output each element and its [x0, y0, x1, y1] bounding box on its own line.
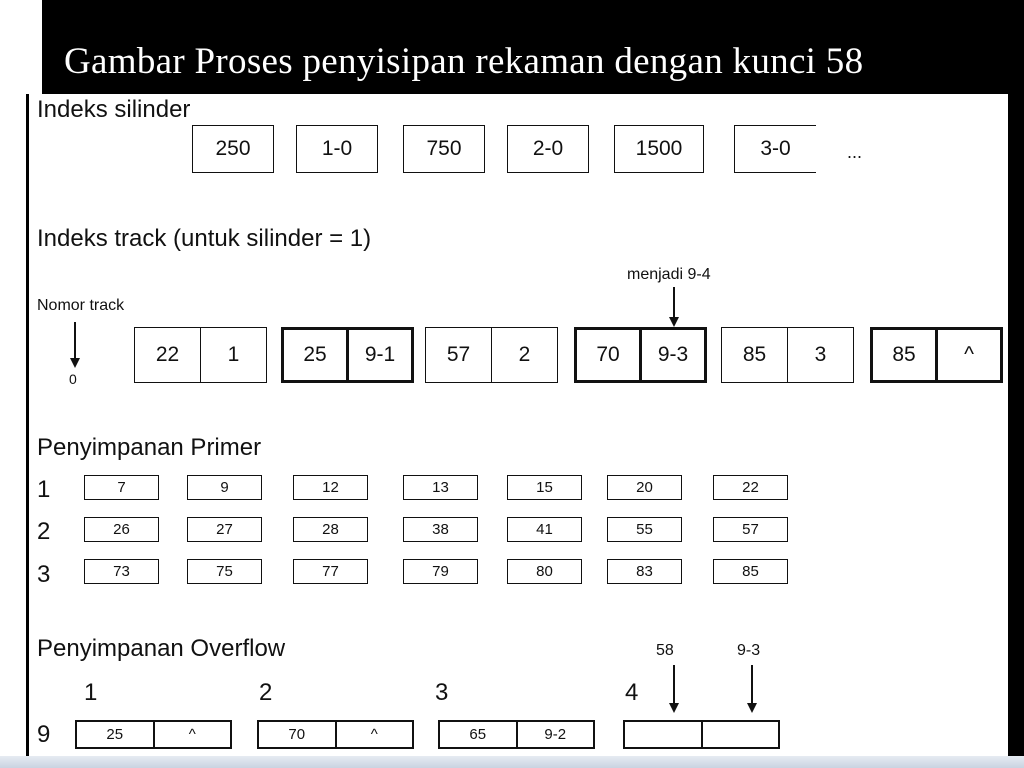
cylinder-box: 750	[403, 125, 485, 173]
track-key: 22	[155, 343, 180, 366]
track-index-heading: Indeks track (untuk silinder = 1)	[37, 225, 372, 252]
primary-record: 55	[607, 517, 682, 542]
primary-record: 26	[84, 517, 159, 542]
cylinder-box: 2-0	[507, 125, 589, 173]
primary-record: 28	[293, 517, 368, 542]
overflow-key: 25	[106, 726, 124, 743]
track-key: 70	[596, 343, 620, 366]
cylinder-box: 250	[192, 125, 274, 173]
overflow-key: 65	[469, 726, 487, 743]
overflow-column-label: 4	[625, 679, 639, 706]
primary-record: 38	[403, 517, 478, 542]
overflow-column-label: 1	[84, 679, 98, 706]
cylinder-box: 3-0	[734, 125, 816, 173]
track-pointer: 9-3	[639, 330, 704, 380]
overflow-track-label: 9	[37, 721, 51, 748]
track-pointer: 2	[491, 328, 557, 382]
track-pointer: 3	[787, 328, 853, 382]
primary-record: 20	[607, 475, 682, 500]
track-pointer: 1	[200, 328, 266, 382]
arrows-layer	[29, 94, 1011, 756]
incoming-key-label: 58	[656, 642, 674, 659]
primary-record: 83	[607, 559, 682, 584]
overflow-column-label: 3	[435, 679, 449, 706]
track-pointer: 9-1	[346, 330, 411, 380]
primary-record: 9	[187, 475, 262, 500]
primary-record: 12	[293, 475, 368, 500]
primary-record: 41	[507, 517, 582, 542]
primary-record: 57	[713, 517, 788, 542]
track-zero-label: 0	[69, 371, 77, 387]
track-number-label: Nomor track	[37, 297, 125, 314]
primary-record: 80	[507, 559, 582, 584]
track-key: 85	[892, 343, 916, 366]
primary-record: 15	[507, 475, 582, 500]
primary-row-label: 2	[37, 518, 51, 545]
cylinder-ellipsis: ...	[847, 142, 863, 162]
slide-title: Gambar Proses penyisipan rekaman dengan kunci 58	[64, 41, 864, 82]
incoming-pointer-label: 9-3	[737, 642, 761, 659]
primary-record: 79	[403, 559, 478, 584]
primary-record: 27	[187, 517, 262, 542]
cylinder-box: 1-0	[296, 125, 378, 173]
overflow-key: 70	[288, 726, 306, 743]
cylinder-index-heading: Indeks silinder	[37, 96, 191, 123]
overflow-pointer: 9-2	[516, 722, 594, 747]
overflow-column-label: 2	[259, 679, 273, 706]
overflow-pointer: ^	[335, 722, 413, 747]
primary-record: 75	[187, 559, 262, 584]
primary-row-label: 1	[37, 476, 51, 503]
bottom-strip	[0, 756, 1024, 768]
overflow-storage-heading: Penyimpanan Overflow	[37, 635, 286, 662]
title-bullet-icon	[24, 76, 40, 90]
primary-record: 7	[84, 475, 159, 500]
primary-record: 13	[403, 475, 478, 500]
primary-record: 85	[713, 559, 788, 584]
track-key: 25	[303, 343, 327, 366]
diagram-panel	[26, 94, 1008, 756]
track-pointer: ^	[935, 330, 1000, 380]
primary-row-label: 3	[37, 561, 51, 588]
change-note: menjadi 9-4	[627, 266, 711, 283]
track-key: 85	[742, 343, 767, 366]
primary-record: 22	[713, 475, 788, 500]
track-key: 57	[446, 343, 471, 366]
overflow-pointer: ^	[153, 722, 231, 747]
primary-record: 73	[84, 559, 159, 584]
primary-storage-heading: Penyimpanan Primer	[37, 434, 262, 461]
primary-record: 77	[293, 559, 368, 584]
cylinder-box: 1500	[614, 125, 704, 173]
